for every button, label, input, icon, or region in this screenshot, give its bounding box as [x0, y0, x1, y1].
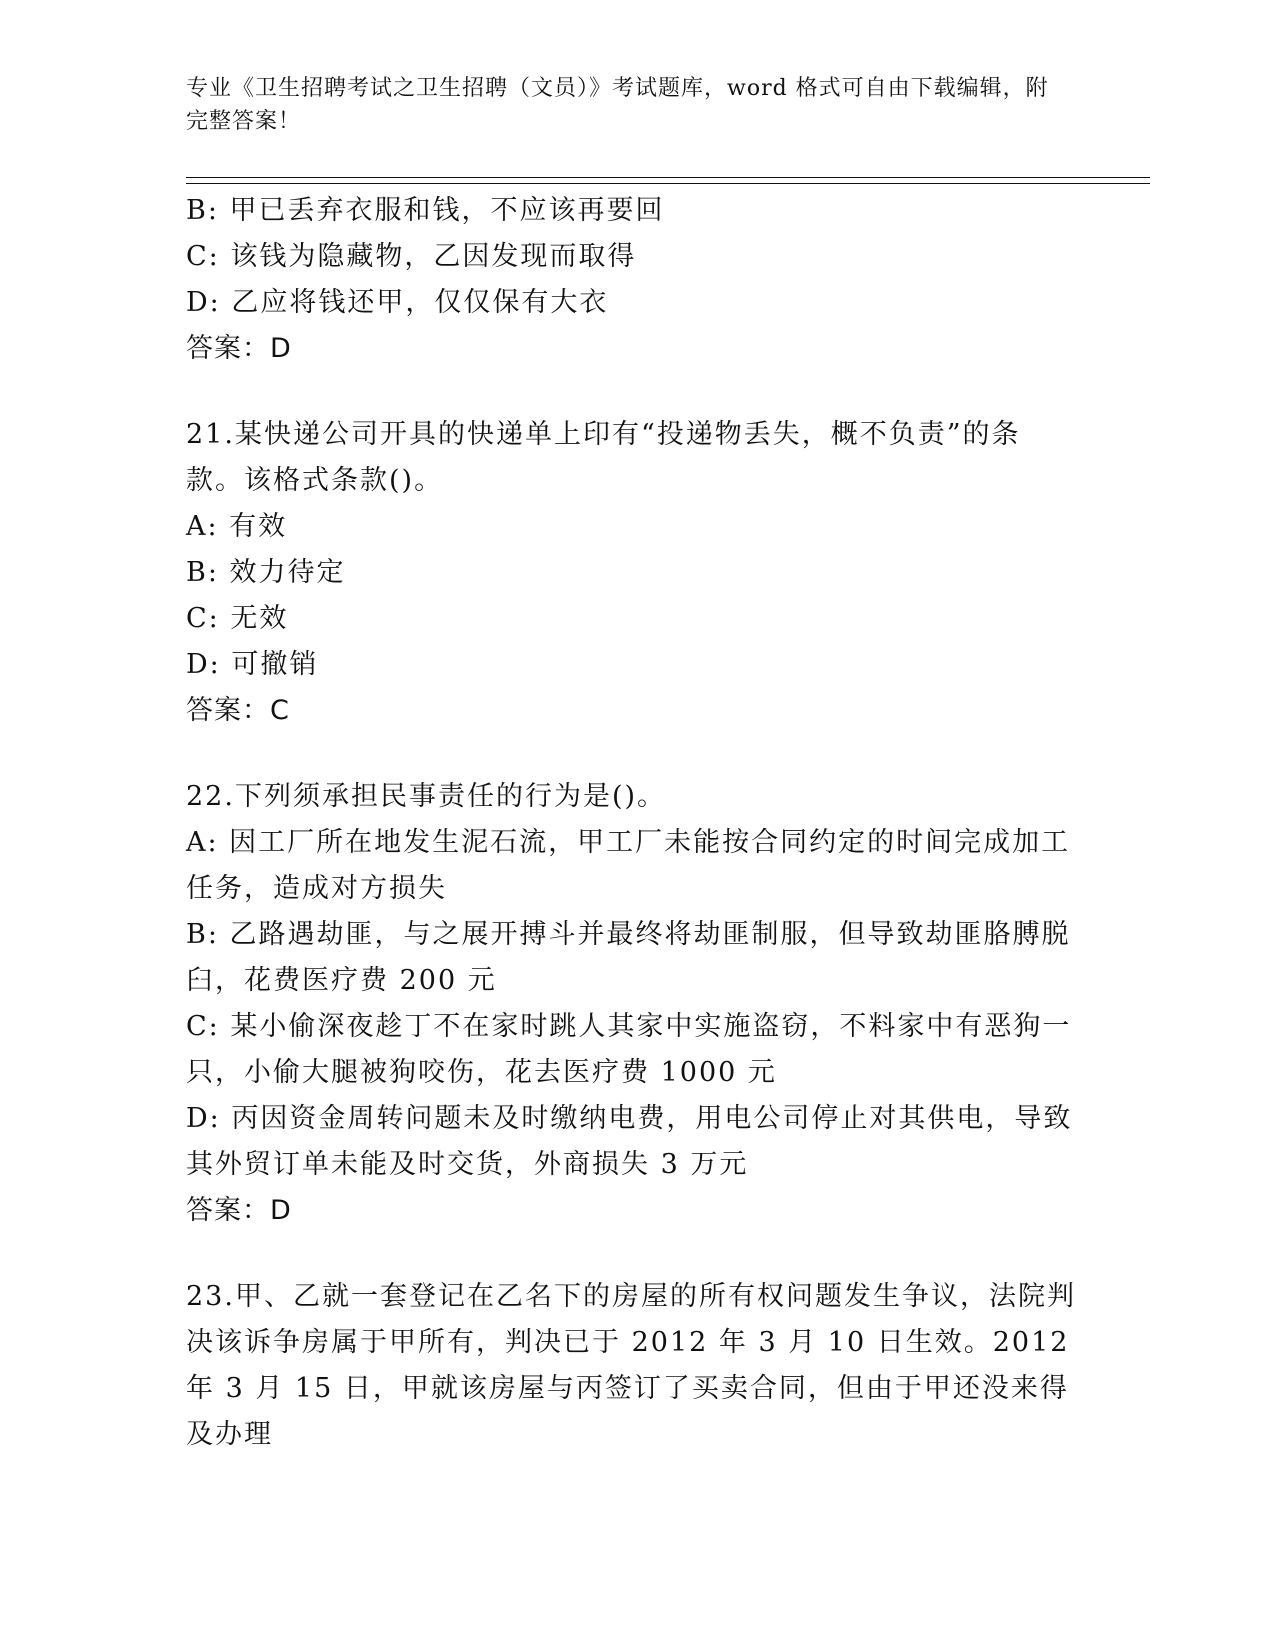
- header-divider-top: [186, 177, 1150, 178]
- option-a: A: 因工厂所在地发生泥石流，甲工厂未能按合同约定的时间完成加工任务，造成对方损失: [186, 827, 1071, 904]
- answer: 答案：C: [186, 695, 290, 726]
- answer: 答案：D: [186, 333, 292, 364]
- option-c: C: 某小偷深夜趁丁不在家时跳人其家中实施盗窃，不料家中有恶狗一只，小偷大腿被狗咬伤，花去医疗费 1000 元: [186, 1011, 1072, 1088]
- answer: 答案：D: [186, 1195, 292, 1226]
- question-stem: 21.某快递公司开具的快递单上印有“投递物丢失，概不负责”的条款。该格式条款()。: [186, 419, 1021, 496]
- header-divider-bottom: [186, 183, 1150, 184]
- option-b: B: 甲已丢弃衣服和钱，不应该再要回: [186, 195, 665, 226]
- question-21: [186, 412, 1076, 734]
- document-header: 专业《卫生招聘考试之卫生招聘（文员）》考试题库，word 格式可自由下载编辑，附完整答案！: [186, 76, 1049, 134]
- question-stem: 23.甲、乙就一套登记在乙名下的房屋的所有权问题发生争议，法院判决该诉争房属于甲所有，判决已于 2012 年 3 月 10 日生效。2012 年 3 月 15 日，甲就该房屋与丙签订了买卖合同，但由于甲还没来得及办理: [186, 1281, 1076, 1450]
- option-b: B: 效力待定: [186, 557, 346, 588]
- option-c: C: 该钱为隐藏物，乙因发现而取得: [186, 241, 637, 272]
- question-22: [186, 774, 1076, 1234]
- prev-question-block: [186, 188, 1076, 372]
- question-23: [186, 1274, 1076, 1458]
- option-c: C: 无效: [186, 603, 289, 634]
- question-stem: 22.下列须承担民事责任的行为是()。: [186, 781, 667, 812]
- document-body: [186, 188, 1076, 1458]
- option-d: D: 可撤销: [186, 649, 319, 680]
- option-a: A: 有效: [186, 511, 288, 542]
- option-d: D: 乙应将钱还甲，仅仅保有大衣: [186, 287, 609, 318]
- option-b: B: 乙路遇劫匪，与之展开搏斗并最终将劫匪制服，但导致劫匪胳膊脱臼，花费医疗费 200 元: [186, 919, 1071, 996]
- option-d: D: 丙因资金周转问题未及时缴纳电费，用电公司停止对其供电，导致其外贸订单未能及时交货，外商损失 3 万元: [186, 1103, 1073, 1180]
